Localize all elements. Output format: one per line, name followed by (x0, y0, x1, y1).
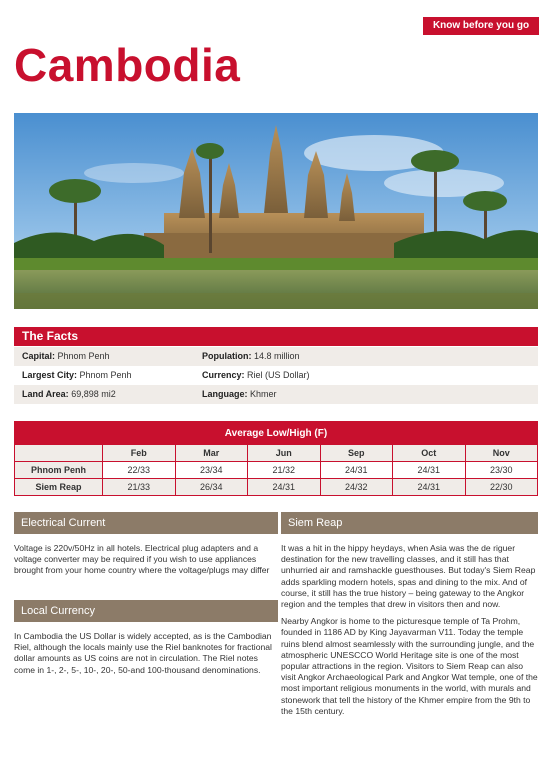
month-header: Nov (465, 445, 538, 462)
month-header: Feb (103, 445, 176, 462)
temperature-table-heading: Average Low/High (F) (15, 422, 538, 445)
local-currency-text: In Cambodia the US Dollar is widely accepted, as is the Cambodian Riel, although the locals mainly use the Riel banknotes for fractional dollar amounts as US coins are not in circulation. The Riel notes come in 1-, 2-, 5-, 10-, 20-, 50-and 100-thousand denominations. (14, 631, 272, 675)
fact-label: Capital: (22, 351, 56, 361)
fact-value: Khmer (250, 389, 277, 399)
fact-item (194, 347, 300, 366)
month-header: Mar (175, 445, 248, 462)
facts-row (14, 385, 538, 404)
siem-reap-heading: Siem Reap (281, 512, 538, 534)
fact-value: 14.8 million (254, 351, 300, 361)
know-before-you-go-badge: Know before you go (423, 17, 539, 35)
month-header-row (15, 445, 538, 462)
temperature-cell: 24/31 (393, 462, 466, 479)
fact-label: Largest City: (22, 370, 78, 380)
temperature-cell: 21/32 (248, 462, 321, 479)
month-header: Jun (248, 445, 321, 462)
temperature-cell: 24/32 (320, 479, 393, 496)
temperature-cell: 26/34 (175, 479, 248, 496)
angkor-wat-photo (14, 113, 538, 309)
table-row (15, 462, 538, 479)
month-header: Sep (320, 445, 393, 462)
month-header: Oct (393, 445, 466, 462)
city-name: Siem Reap (15, 479, 103, 496)
temperature-cell: 24/31 (320, 462, 393, 479)
fact-item (14, 347, 194, 366)
temperature-cell: 23/30 (465, 462, 538, 479)
temperature-cell: 23/34 (175, 462, 248, 479)
fact-item (194, 385, 277, 404)
temperature-cell: 24/31 (248, 479, 321, 496)
siem-reap-paragraph: It was a hit in the hippy heydays, when Asia was the de riguer destination for the new travelling classes, and it still has that unhurried air and ramshackle guesthouses. But today's Siem Reap adds sparkling modern hotels, spas and dining to the mix. And of course, it still has the true history – being gateway to the Angkor region and the temples that drew in visitors then and now. (281, 543, 536, 610)
facts-row (14, 347, 538, 366)
fact-label: Land Area: (22, 389, 69, 399)
fact-value: Riel (US Dollar) (247, 370, 310, 380)
fact-label: Currency: (202, 370, 245, 380)
siem-reap-text (281, 543, 539, 723)
temperature-cell: 22/30 (465, 479, 538, 496)
fact-value: 69,898 mi2 (71, 389, 116, 399)
electrical-current-text: Voltage is 220v/50Hz in all hotels. Electrical plug adapters and a voltage converter may be required if you wish to use appliances brought from your home country where the voltage/plugs may differ (14, 543, 270, 576)
temperature-table (14, 421, 538, 496)
facts-row (14, 366, 538, 385)
blank-cell (15, 445, 103, 462)
fact-item (194, 366, 310, 385)
fact-label: Population: (202, 351, 252, 361)
facts-heading: The Facts (14, 327, 538, 346)
fact-value: Phnom Penh (79, 370, 132, 380)
temperature-cell: 22/33 (103, 462, 176, 479)
temperature-cell: 24/31 (393, 479, 466, 496)
fact-item (14, 366, 194, 385)
facts-panel (14, 327, 538, 404)
temperature-cell: 21/33 (103, 479, 176, 496)
fact-value: Phnom Penh (57, 351, 110, 361)
local-currency-heading: Local Currency (14, 600, 278, 622)
siem-reap-paragraph: Nearby Angkor is home to the picturesque temple of Ta Prohm, founded in 1186 AD by King Jayavarman V11. Today the temple ruins blend almost seamlessly with the surrounding jungle, and the atmospheric UNESCCO World Heritage site is one of the most popular attractions in the region. Visitors to Siem Reap can also visit Angkor Archaeological Park and Angkor Wat temple, one of the most important religious monuments in the world, with murals and stonework that tell the history of the Khmer empire from the 9th to the 15th century. (281, 616, 538, 716)
electrical-current-heading: Electrical Current (14, 512, 278, 534)
fact-label: Language: (202, 389, 248, 399)
table-row (15, 479, 538, 496)
page-title: Cambodia (14, 39, 241, 91)
fact-item (14, 385, 194, 404)
city-name: Phnom Penh (15, 462, 103, 479)
